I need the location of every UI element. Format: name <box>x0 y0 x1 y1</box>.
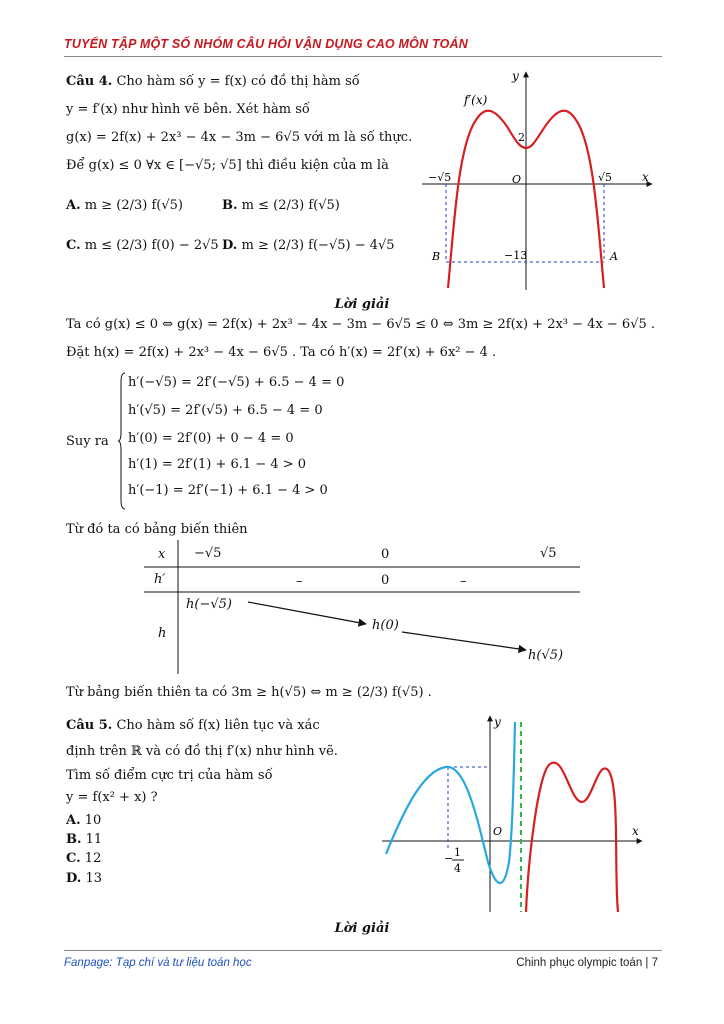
table-sign-zero: 0 <box>381 573 390 588</box>
q5-line1-text: Cho hàm số f(x) liên tục và xác <box>116 718 320 733</box>
q4-line1 <box>66 73 360 91</box>
q4-option-b-label: B. <box>222 198 238 213</box>
q5-line3: Tìm số điểm cực trị của hàm số <box>66 768 273 783</box>
q4-tick-neg-sqrt5: −√5 <box>428 171 452 184</box>
sol4-system-line2: h′(√5) = 2f′(√5) + 6.5 − 4 = 0 <box>128 403 323 418</box>
q5-frac-num: 1 <box>454 846 461 859</box>
q4-option-a-text: m ≥ (2/3) f(√5) <box>84 198 183 213</box>
q4-label: Câu 4. <box>66 74 113 89</box>
q5-option-d-label: D. <box>66 871 82 886</box>
q4-option-d-text: m ≥ (2/3) f(−√5) − 4√5 <box>241 238 395 253</box>
q4-option-c-text: m ≤ (2/3) f(0) − 2√5 <box>84 238 219 253</box>
page-header-title: TUYỂN TẬP MỘT SỐ NHÓM CÂU HỎI VẬN DỤNG CAO MÔN TOÁN <box>64 37 468 51</box>
q5-line2: định trên ℝ và có đồ thị f′(x) như hình vẽ. <box>66 744 338 759</box>
q4-point-a: A <box>610 250 618 263</box>
q4-x-label: x <box>642 170 649 184</box>
q5-option-a[interactable] <box>66 812 101 830</box>
q4-option-c-label: C. <box>66 238 81 253</box>
q4-tick-sqrt5: √5 <box>598 171 613 184</box>
q5-line4: y = f(x² + x) ? <box>66 790 158 805</box>
footer-fanpage[interactable]: Fanpage: Tạp chí và tư liệu toán học <box>64 957 252 969</box>
q4-option-a[interactable] <box>66 197 183 215</box>
q5-option-c-label: C. <box>66 851 81 866</box>
footer-page-number: Chinh phục olympic toán | 7 <box>516 957 658 969</box>
q4-point-b: B <box>432 250 441 263</box>
q5-line1 <box>66 717 320 735</box>
table-sign-minus-2: – <box>460 574 467 589</box>
q5-option-d-text: 13 <box>85 871 103 886</box>
q4-option-a-label: A. <box>66 198 81 213</box>
table-x-sqrt5: √5 <box>540 546 557 561</box>
sol4-system-line3: h′(0) = 2f′(0) + 0 − 4 = 0 <box>128 431 294 446</box>
q4-option-c[interactable] <box>66 237 219 255</box>
footer-divider <box>64 950 662 951</box>
q4-tick-neg13: −13 <box>504 249 528 262</box>
sol5-title: Lời giải <box>334 921 390 936</box>
sol4-system-line4: h′(1) = 2f′(1) + 6.1 − 4 > 0 <box>128 457 307 472</box>
table-hprime-header: h′ <box>154 572 166 587</box>
q5-frac-sign: − <box>444 852 454 865</box>
q4-y-label: y <box>512 69 519 83</box>
q4-origin: O <box>512 173 522 186</box>
q5-derivative-graph <box>378 712 648 916</box>
table-sign-minus-1: – <box>296 574 303 589</box>
q5-origin: O <box>493 825 503 838</box>
sol4-conclusion: Từ bảng biến thiên ta có 3m ≥ h(√5) ⇔ m ≥ (2/3) f(√5) . <box>66 685 432 700</box>
table-h-header: h <box>158 626 167 641</box>
table-x-zero: 0 <box>381 547 390 562</box>
q4-line2: y = f′(x) như hình vẽ bên. Xét hàm số <box>66 102 310 117</box>
table-x-neg-sqrt5: −√5 <box>194 546 222 561</box>
table-h-left: h(−√5) <box>186 597 232 612</box>
q5-x-label: x <box>632 824 639 838</box>
q4-derivative-graph <box>418 66 658 292</box>
sol4-line2: Đặt h(x) = 2f(x) + 2x³ − 4x − 6√5 . Ta có h′(x) = 2f′(x) + 6x² − 4 . <box>66 345 497 360</box>
q5-option-b-text: 11 <box>85 832 103 847</box>
sol4-table-intro: Từ đó ta có bảng biến thiên <box>66 522 248 537</box>
q4-option-b[interactable] <box>222 197 340 215</box>
q4-line4: Để g(x) ≤ 0 ∀x ∈ [−√5; √5] thì điều kiện của m là <box>66 158 389 173</box>
q5-option-a-text: 10 <box>84 813 102 828</box>
q5-option-b[interactable] <box>66 831 102 849</box>
q4-line3: g(x) = 2f(x) + 2x³ − 4x − 3m − 6√5 với m là số thực. <box>66 130 413 145</box>
sol4-title: Lời giải <box>334 297 390 312</box>
q4-option-b-text: m ≤ (2/3) f(√5) <box>241 198 340 213</box>
arrow-decrease-2 <box>402 632 526 650</box>
q5-label: Câu 5. <box>66 718 113 733</box>
q5-option-a-label: A. <box>66 813 81 828</box>
q4-tick-two: 2 <box>518 131 525 144</box>
table-x-header: x <box>158 547 166 562</box>
q5-frac-den: 4 <box>454 862 461 875</box>
sol4-system-brace <box>118 372 126 510</box>
q4-option-d-label: D. <box>222 238 238 253</box>
sol4-suyra: Suy ra <box>66 434 109 449</box>
q4-option-d[interactable] <box>222 237 395 255</box>
table-h-mid: h(0) <box>372 618 399 633</box>
sol4-line1: Ta có g(x) ≤ 0 ⇔ g(x) = 2f(x) + 2x³ − 4x − 3m − 6√5 ≤ 0 ⇔ 3m ≥ 2f(x) + 2x³ − 4x − 6√5 . <box>66 317 656 332</box>
table-h-right: h(√5) <box>528 648 564 663</box>
q5-option-c[interactable] <box>66 850 101 868</box>
q4-curve-label: f′(x) <box>464 93 488 107</box>
q5-y-label: y <box>494 715 501 729</box>
q5-option-c-text: 12 <box>84 851 102 866</box>
q5-option-d[interactable] <box>66 870 102 888</box>
q5-curve-right <box>526 763 618 912</box>
sol4-system-line1: h′(−√5) = 2f′(−√5) + 6.5 − 4 = 0 <box>128 375 345 390</box>
q4-line1-text: Cho hàm số y = f(x) có đồ thị hàm số <box>116 74 360 89</box>
q5-option-b-label: B. <box>66 832 82 847</box>
header-divider <box>64 56 662 57</box>
arrow-decrease-1 <box>248 602 366 624</box>
sol4-system-line5: h′(−1) = 2f′(−1) + 6.1 − 4 > 0 <box>128 483 328 498</box>
